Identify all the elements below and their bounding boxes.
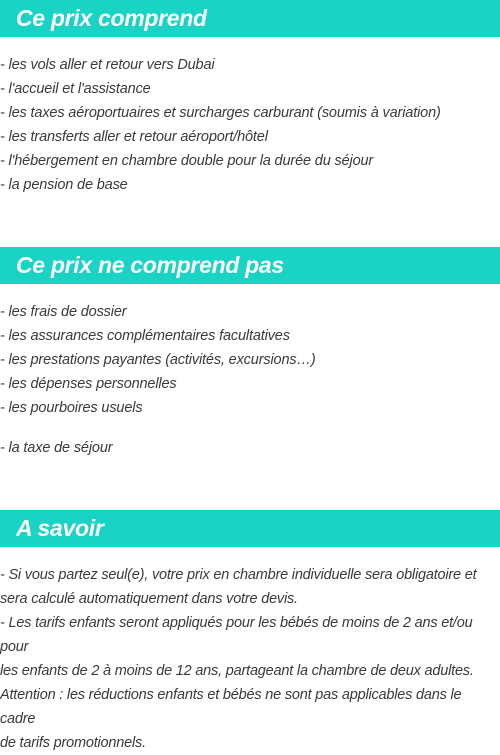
included-section-title: Ce prix comprend xyxy=(16,5,207,31)
info-line: - Les tarifs enfants seront appliqués pour les bébés de moins de 2 ans et/ou pour xyxy=(0,615,473,655)
list-item: - les vols aller et retour vers Dubai xyxy=(0,57,215,73)
info-line: sera calculé automatiquement dans votre devis. xyxy=(0,591,298,607)
list-item: - les dépenses personnelles xyxy=(0,376,177,392)
excluded-list xyxy=(0,300,500,460)
included-section-header xyxy=(0,0,500,37)
list-item: - les frais de dossier xyxy=(0,304,127,320)
list-item: - la pension de base xyxy=(0,177,128,193)
list-item: - les assurances complémentaires facultatives xyxy=(0,328,290,344)
list-item: - les transferts aller et retour aéroport/hôtel xyxy=(0,129,268,145)
list-item: - l'accueil et l'assistance xyxy=(0,81,151,97)
info-line: les enfants de 2 à moins de 12 ans, partageant la chambre de deux adultes. xyxy=(0,663,474,679)
list-item: - la taxe de séjour xyxy=(0,440,113,456)
excluded-section-title: Ce prix ne comprend pas xyxy=(16,252,284,278)
info-line: - Si vous partez seul(e), votre prix en chambre individuelle sera obligatoire et xyxy=(0,567,477,583)
list-item: - les pourboires usuels xyxy=(0,400,143,416)
info-section-title: A savoir xyxy=(16,515,104,541)
list-item: - les taxes aéroportuaires et surcharges carburant (soumis à variation) xyxy=(0,105,441,121)
list-item: - l'hébergement en chambre double pour la durée du séjour xyxy=(0,153,374,169)
info-section-header xyxy=(0,510,500,547)
list-item: - les prestations payantes (activités, excursions…) xyxy=(0,352,316,368)
info-paragraph xyxy=(0,563,500,755)
info-line: Attention : les réductions enfants et bébés ne sont pas applicables dans le cadre xyxy=(0,687,462,727)
included-list xyxy=(0,53,500,197)
info-line: de tarifs promotionnels. xyxy=(0,735,146,751)
excluded-section-header xyxy=(0,247,500,284)
